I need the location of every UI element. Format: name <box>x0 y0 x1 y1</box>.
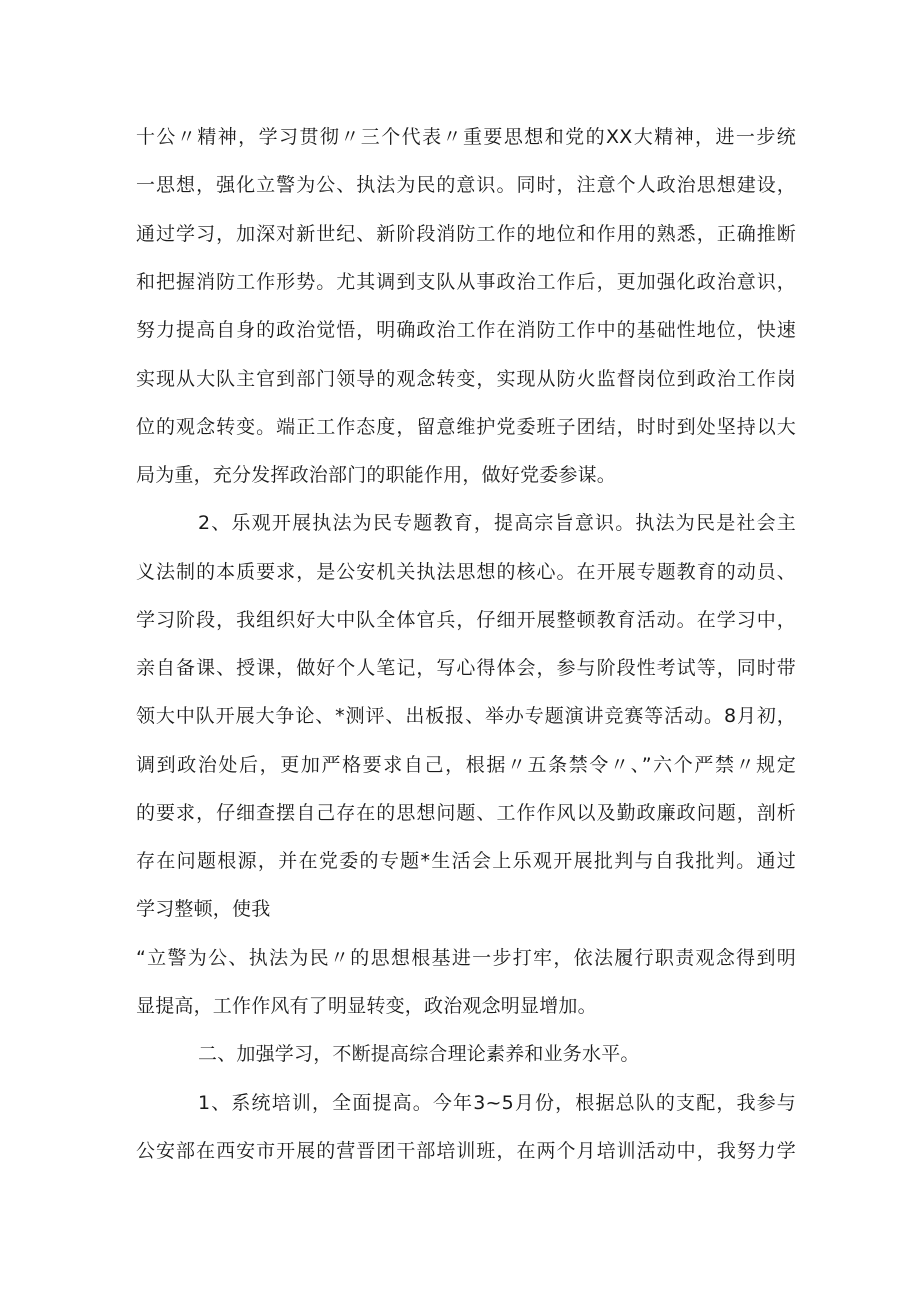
text-line: 十公〃精神，学习贯彻〃三个代表〃重要思想和党的XX大精神，进一步统 <box>136 126 796 148</box>
text-line: 公安部在西安市开展的营晋团干部培训班，在两个月培训活动中，我努力学 <box>136 1140 796 1162</box>
text-line: 调到政治处后，更加严格要求自己，根据〃五条禁令〃、”六个严禁〃规定 <box>136 754 796 776</box>
text-line: 努力提高自身的政治觉悟，明确政治工作在消防工作中的基础性地位，快速 <box>136 319 796 341</box>
paragraph-start-line: 2、乐观开展执法为民专题教育，提高宗旨意识。执法为民是社会主 <box>198 512 796 534</box>
text-line: 领大中队开展大争论、*测评、出板报、举办专题演讲竞赛等活动。8月初， <box>136 705 796 727</box>
text-line: 亲自备课、授课，做好个人笔记，写心得体会，参与阶段性考试等，同时带 <box>136 657 796 679</box>
text-line: 通过学习，加深对新世纪、新阶段消防工作的地位和作用的熟悉，正确推断 <box>136 223 796 245</box>
text-line: 的要求，仔细查摆自己存在的思想问题、工作作风以及勤政廉政问题，剖析 <box>136 802 796 824</box>
section-heading: 二、加强学习，不断提高综合理论素养和业务水平。 <box>198 1043 640 1065</box>
text-line: 和把握消防工作形势。尤其调到支队从事政治工作后，更加强化政治意识， <box>136 271 796 293</box>
text-line: 学习阶段，我组织好大中队全体官兵，仔细开展整顿教育活动。在学习中， <box>136 609 796 631</box>
text-line: 一思想，强化立警为公、执法为民的意识。同时，注意个人政治思想建设， <box>136 174 796 196</box>
text-line: “立警为公、执法为民〃的思想根基进一步打牢，依法履行职责观念得到明 <box>136 947 796 969</box>
text-line: 局为重，充分发挥政治部门的职能作用，做好党委参谋。 <box>136 464 617 486</box>
text-line: 义法制的本质要求，是公安机关执法思想的核心。在开展专题教育的动员、 <box>136 561 796 583</box>
text-line: 实现从大队主官到部门领导的观念转变，实现从防火监督岗位到政治工作岗 <box>136 368 796 390</box>
text-line: 学习整顿，使我 <box>136 898 271 920</box>
text-line: 位的观念转变。端正工作态度，留意维护党委班子团结，时时到处坚持以大 <box>136 416 796 438</box>
text-line: 显提高，工作作风有了明显转变，政治观念明显增加。 <box>136 995 597 1017</box>
paragraph-start-line: 1、系统培训，全面提高。今年3~5月份，根据总队的支配，我参与 <box>198 1092 796 1114</box>
text-line: 存在问题根源，并在党委的专题*生活会上乐观开展批判与自我批判。通过 <box>136 850 796 872</box>
